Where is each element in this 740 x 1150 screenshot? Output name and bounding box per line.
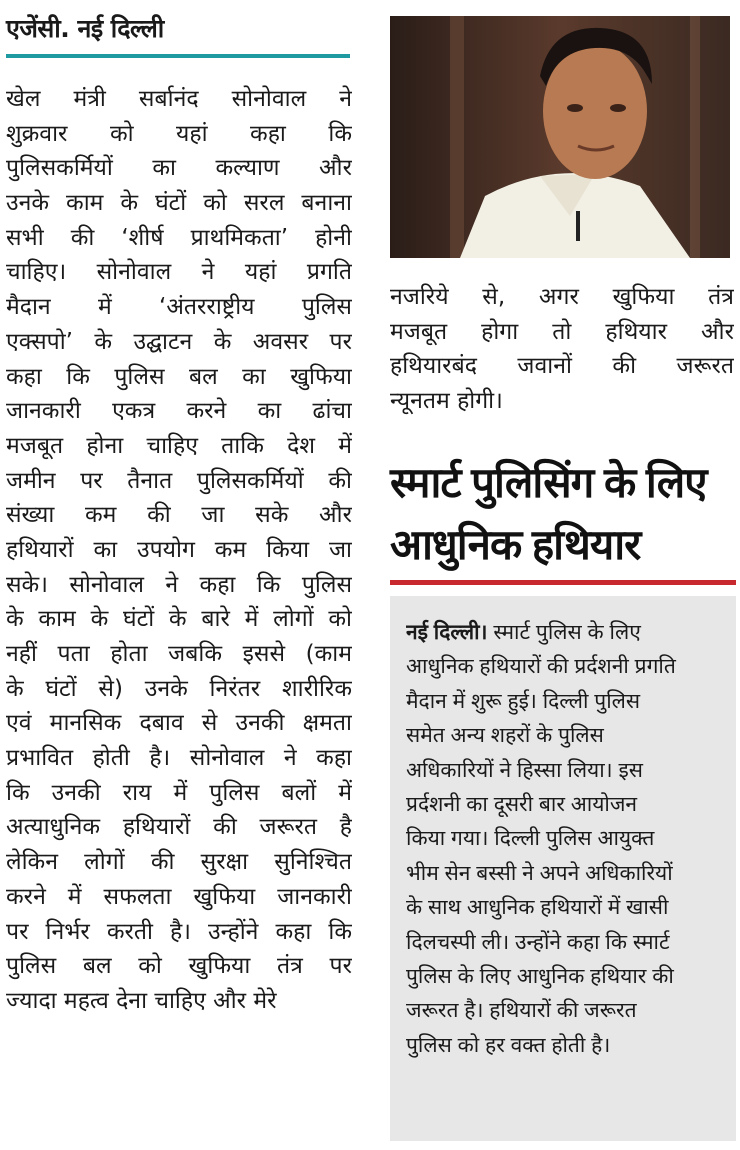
dateline-rule: [6, 54, 350, 58]
sidebar-dateline: नई दिल्ली।: [406, 621, 488, 644]
sidebar-rule: [390, 580, 736, 585]
dateline: एजेंसी. नई दिल्ली: [6, 14, 164, 43]
sidebar-headline-line: आधुनिक हथियार: [390, 521, 641, 568]
text-line: सके। सोनोवाल ने कहा कि पुलिस: [6, 571, 352, 598]
sidebar-line: जरूरत है। हथियारों की जरूरत: [406, 999, 637, 1023]
text-line: शुक्रवार को यहां कहा कि: [6, 120, 352, 147]
article-column-right: [390, 280, 734, 419]
text-line: प्रभावित होती है। सोनोवाल ने कहा: [6, 745, 352, 772]
text-line: ज्यादा महत्व देना चाहिए और मेरे: [6, 987, 277, 1014]
text-line: एवं मानसिक दबाव से उनकी क्षमता: [6, 710, 352, 737]
text-line: मजबूत होगा तो हथियार और: [390, 318, 734, 345]
text-line: उनके काम के घंटों को सरल बनाना: [6, 190, 352, 217]
text-line: मैदान में ‘अंतरराष्ट्रीय पुलिस: [6, 294, 352, 321]
text-line: एक्सपो’ के उद्घाटन के अवसर पर: [6, 328, 352, 355]
text-line: न्यूनतम होगी।: [390, 388, 503, 415]
sidebar-line: मैदान में शुरू हुई। दिल्ली पुलिस: [406, 689, 641, 713]
text-line: नहीं पता होता जबकि इससे (काम: [6, 641, 352, 667]
text-line: के काम के घंटों के बारे में लोगों को: [6, 606, 352, 633]
text-line: करने में सफलता खुफिया जानकारी: [6, 883, 352, 910]
sidebar-line: आधुनिक हथियारों की प्रर्दशनी प्रगति: [406, 655, 676, 679]
sidebar-text: [406, 616, 724, 1063]
text-line: पुलिसकर्मियों का कल्याण और: [6, 155, 352, 182]
sidebar-line: के साथ आधुनिक हथियारों में खासी: [406, 896, 669, 920]
text-line: मजबूत होना चाहिए ताकि देश में: [6, 432, 352, 459]
text-line: जानकारी एकत्र करने का ढांचा: [6, 398, 352, 425]
text-line: नजरिये से, अगर खुफिया तंत्र: [390, 284, 734, 310]
text-line: खेल मंत्री सर्बानंद सोनोवाल ने: [6, 86, 352, 112]
text-line: जमीन पर तैनात पुलिसकर्मियों की: [6, 467, 352, 494]
portrait-photo-icon: [390, 16, 730, 258]
sidebar-line: समेत अन्य शहरों के पुलिस: [406, 724, 604, 748]
text-line: के घंटों से) उनके निरंतर शारीरिक: [6, 675, 352, 702]
sidebar-line: [406, 616, 724, 650]
sidebar-headline: [390, 452, 740, 576]
text-line: पुलिस बल को खुफिया तंत्र पर: [6, 953, 352, 980]
sidebar-headline-line: स्मार्ट पुलिसिंग के लिए: [390, 459, 707, 506]
text-line: कहा कि पुलिस बल का खुफिया: [6, 363, 352, 390]
sidebar-line: पुलिस के लिए आधुनिक हथियार की: [406, 964, 674, 988]
portrait-photo: [390, 16, 730, 258]
text-line: हथियारबंद जवानों की जरूरत: [390, 353, 734, 380]
sidebar-line: भीम सेन बस्सी ने अपने अधिकारियों: [406, 861, 673, 885]
article-column-left: [6, 82, 352, 1019]
text-line: अत्याधुनिक हथियारों की जरूरत है: [6, 814, 352, 841]
sidebar-box: [390, 596, 736, 1141]
sidebar-line: दिलचस्पी ली। उन्होंने कहा कि स्मार्ट: [406, 930, 670, 954]
text-line: चाहिए। सोनोवाल ने यहां प्रगति: [6, 259, 352, 286]
sidebar-line-text: स्मार्ट पुलिस के लिए: [487, 621, 641, 644]
text-line: लेकिन लोगों की सुरक्षा सुनिश्चित: [6, 849, 352, 876]
sidebar-line: प्रर्दशनी का दूसरी बार आयोजन: [406, 792, 638, 816]
text-line: हथियारों का उपयोग कम किया जा: [6, 536, 352, 563]
text-line: सभी की ‘शीर्ष प्राथमिकता’ होनी: [6, 224, 352, 251]
text-line: संख्या कम की जा सके और: [6, 502, 352, 529]
sidebar-line: अधिकारियों ने हिस्सा लिया। इस: [406, 758, 643, 782]
sidebar-line: पुलिस को हर वक्त होती है।: [406, 1033, 611, 1057]
sidebar-line: किया गया। दिल्ली पुलिस आयुक्त: [406, 827, 655, 851]
text-line: पर निर्भर करती है। उन्होंने कहा कि: [6, 918, 352, 945]
text-line: कि उनकी राय में पुलिस बलों में: [6, 779, 352, 806]
